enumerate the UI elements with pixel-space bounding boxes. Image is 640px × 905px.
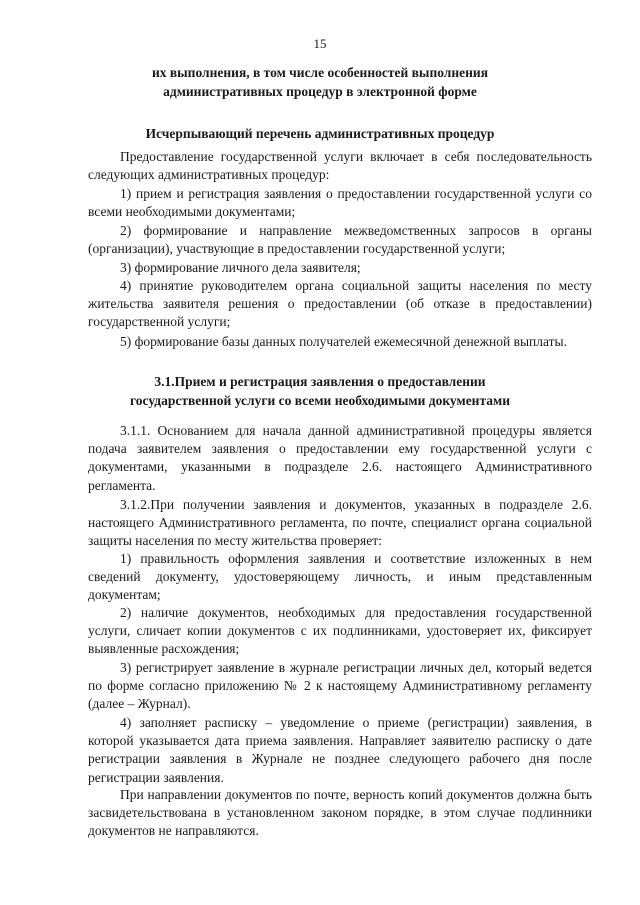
intro-paragraph: Предоставление государственной услуги включает в себя последовательность следующих административных процедур: bbox=[88, 149, 592, 183]
paragraph-3-1-2: 3.1.2.При получении заявления и документов, указанных в подразделе 2.6. настоящего Административного регламента, по почте, специалист органа социальной защиты населения по месту жительства проверяет: bbox=[88, 497, 592, 549]
subsection-title-line-1: 3.1.Прием и регистрация заявления о предоставлении bbox=[154, 374, 486, 389]
section-title bbox=[0, 63, 640, 101]
check-item-4: 4) заполняет расписку – уведомление о приеме (регистрации) заявления, в которой указывается дата приема заявления. Направляет заявителю расписку о дате регистрации заявления в Журнале не позднее следующего рабочего дня после регистрации заявления. bbox=[88, 715, 592, 785]
check-item-1: 1) правильность оформления заявления и соответствие изложенных в нем сведений документу, удостоверяющему личность, и иным представленным документам; bbox=[88, 551, 592, 603]
procedure-item-5: 5) формирование базы данных получателей ежемесячной денежной выплаты. bbox=[120, 334, 567, 349]
closing-paragraph: При направлении документов по почте, верность копий документов должна быть засвидетельствована в установленном законом порядке, в этом случае подлинники документов не направляются. bbox=[88, 787, 592, 839]
procedure-item-1: 1) прием и регистрация заявления о предоставлении государственной услуги со всеми необходимыми документами; bbox=[88, 186, 592, 220]
procedure-item-4: 4) принятие руководителем органа социальной защиты населения по месту жительства заявителя решения о предоставлении (об отказе в предоставлении) государственной услуги; bbox=[88, 278, 592, 330]
section-title-line-2: административных процедур в электронной форме bbox=[163, 84, 477, 99]
procedure-item-3: 3) формирование личного дела заявителя; bbox=[120, 260, 361, 275]
check-item-3: 3) регистрирует заявление в журнале регистрации личных дел, который ведется по форме согласно приложению № 2 к настоящему Административному регламенту (далее – Журнал). bbox=[88, 660, 592, 712]
list-title: Исчерпывающий перечень административных процедур bbox=[145, 126, 495, 141]
subsection-title-line-2: государственной услуги со всеми необходимыми документами bbox=[130, 393, 510, 408]
section-title-line-1: их выполнения, в том числе особенностей выполнения bbox=[151, 65, 489, 80]
paragraph-3-1-1: 3.1.1. Основанием для начала данной административной процедуры является подача заявителем заявления о предоставлении ему государственной услуги с документами, указанными в подразделе 2.6. настоящего Административного регламента. bbox=[88, 423, 592, 493]
page-number: 15 bbox=[313, 36, 327, 51]
procedure-item-2: 2) формирование и направление межведомственных запросов в органы (организации), участвующие в предоставлении государственной услуги; bbox=[88, 223, 592, 257]
subsection-title bbox=[0, 372, 640, 410]
check-item-2: 2) наличие документов, необходимых для предоставления государственной услуги, сличает копии документов с их подлинниками, удостоверяет их, фиксирует выявленные расхождения; bbox=[88, 605, 592, 657]
